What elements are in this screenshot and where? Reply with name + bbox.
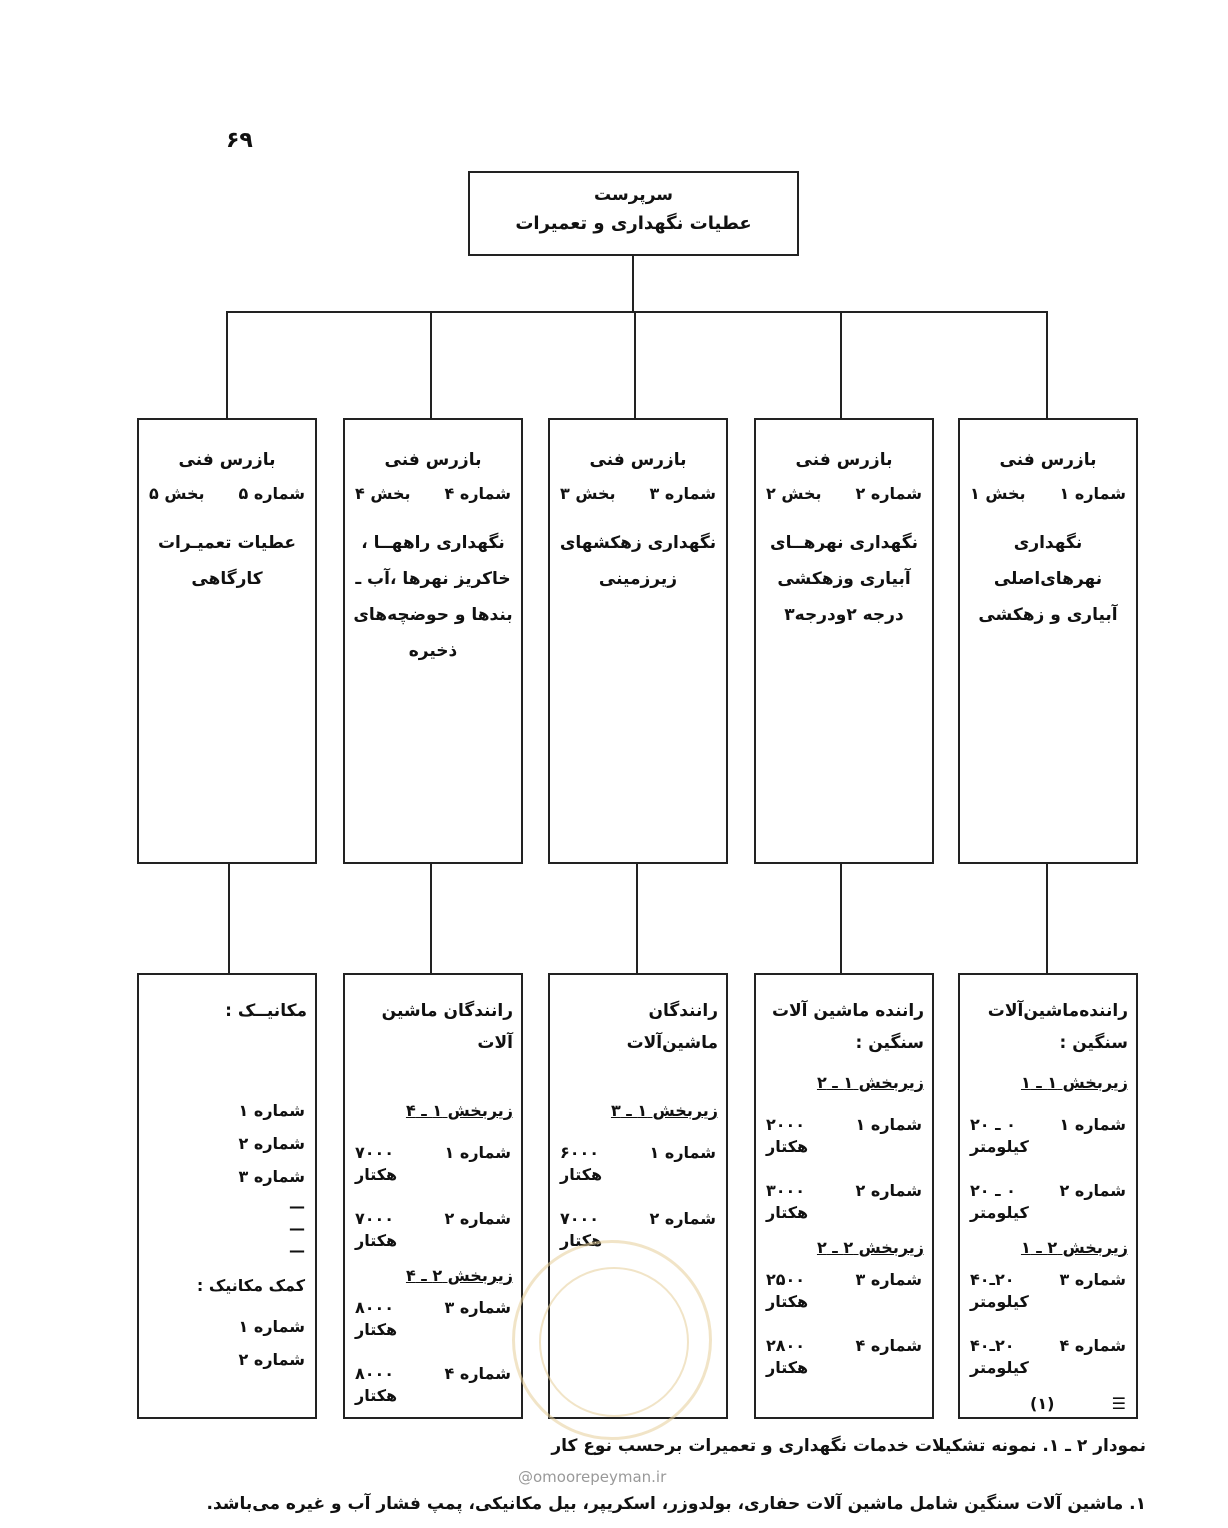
staff-item: شماره ۲ — [238, 1350, 305, 1369]
staff-heading-2: سنگین : — [855, 1033, 924, 1053]
connector-top-vertical — [632, 256, 634, 312]
subsection-label: زیربخش ۲ ـ ۱ — [1020, 1238, 1128, 1257]
connector-col1 — [226, 311, 228, 419]
item-value: ۰ ـ ۲۰ — [970, 1181, 1016, 1200]
staff-item: شماره ۲ — [238, 1134, 305, 1153]
footnote-marker: (۱) — [1030, 1394, 1055, 1413]
staff-heading: رانندگان ماشین آلات — [381, 1001, 513, 1053]
item-unit: کیلومتر — [970, 1203, 1029, 1222]
item-unit: هکتار — [560, 1231, 603, 1250]
item-value: ۳۰۰۰ — [766, 1181, 806, 1200]
inspector-desc-line: عطیات تعمیـرات — [157, 533, 297, 553]
figure-caption: نمودار ۲ ـ ۱. نمونه تشکیلات خدمات نگهداری و تعمیرات برحسب نوع کار — [551, 1436, 1146, 1456]
item-number: شماره ۱ — [855, 1115, 922, 1134]
item-unit: کیلومتر — [970, 1358, 1029, 1377]
connector-horizontal — [226, 311, 1048, 313]
item-unit: هکتار — [355, 1320, 398, 1339]
inspector-desc-line: ذخیره — [408, 641, 458, 661]
item-number: شماره ۲ — [649, 1209, 716, 1228]
inspector-box-1 — [958, 418, 1138, 864]
supervisor-subtitle: عطیات نگهداری و تعمیرات — [515, 213, 752, 234]
item-value: ۲۰۰۰ — [766, 1115, 806, 1134]
watermark-text: @omoorepeyman.ir — [518, 1468, 667, 1486]
inspector-number: شماره ۳ — [649, 484, 716, 503]
item-value: ۸۰۰۰ — [355, 1364, 395, 1383]
item-value: ۷۰۰۰ — [355, 1143, 395, 1162]
staff-item: شماره ۳ — [238, 1167, 305, 1186]
item-value: ۶۰۰۰ — [560, 1143, 600, 1162]
staff-heading: راننده‌ماشین‌آلات — [987, 1001, 1128, 1021]
item-number: شماره ۴ — [1059, 1336, 1126, 1355]
item-unit: کیلومتر — [970, 1137, 1029, 1156]
inspector-box-4 — [343, 418, 523, 864]
item-number: شماره ۱ — [649, 1143, 716, 1162]
item-number: شماره ۳ — [855, 1270, 922, 1289]
inspector-desc-line: آبیاری و زهکشی — [978, 605, 1118, 625]
subsection-label: زیربخش ۲ ـ ۴ — [405, 1266, 513, 1285]
supervisor-box — [468, 171, 799, 256]
staff-dash: — — [289, 1241, 305, 1260]
connector-col3 — [634, 311, 636, 419]
inspector-section: بخش ۵ — [149, 484, 205, 503]
staff-heading: راننده ماشین آلات — [771, 1001, 924, 1021]
staff-dash: — — [289, 1197, 305, 1216]
staff-item: شماره ۱ — [238, 1101, 305, 1120]
connector-lower-col5 — [1046, 864, 1048, 974]
inspector-box-3 — [548, 418, 728, 864]
item-number: شماره ۱ — [1059, 1115, 1126, 1134]
subsection-label: زیربخش ۱ ـ ۳ — [610, 1101, 718, 1120]
item-number: شماره ۲ — [444, 1209, 511, 1228]
inspector-label: بازرس فنی — [384, 450, 482, 470]
item-value: ۲۰ـ۴۰ — [970, 1270, 1015, 1289]
watermark-seal-icon — [512, 1240, 712, 1440]
inspector-desc-line: درجه ۲ودرجه۳ — [784, 605, 904, 625]
item-number: شماره ۲ — [855, 1181, 922, 1200]
inspector-desc-line: زیرزمینی — [598, 569, 678, 589]
item-unit: هکتار — [355, 1231, 398, 1250]
item-unit: هکتار — [355, 1165, 398, 1184]
item-value: ۲۸۰۰ — [766, 1336, 806, 1355]
item-unit: کیلومتر — [970, 1292, 1029, 1311]
inspector-box-2 — [754, 418, 934, 864]
inspector-number: شماره ۵ — [238, 484, 305, 503]
staff-heading: مکانیــک : — [225, 1001, 307, 1021]
item-value: ۲۰ـ۴۰ — [970, 1336, 1015, 1355]
item-value: ۷۰۰۰ — [355, 1209, 395, 1228]
subsection-label: زیربخش ۱ ـ ۲ — [816, 1073, 924, 1092]
item-unit: هکتار — [560, 1165, 603, 1184]
inspector-label: بازرس فنی — [178, 450, 276, 470]
staff-box-5 — [137, 973, 317, 1419]
inspector-desc-line: کارگاهی — [191, 569, 263, 589]
inspector-desc-line: نگهداری نهرهای‌اصلی — [993, 533, 1103, 589]
staff-box-4 — [343, 973, 523, 1419]
connector-col4 — [840, 311, 842, 419]
subsection-label: زیربخش ۲ ـ ۲ — [816, 1238, 924, 1257]
item-unit: هکتار — [355, 1386, 398, 1405]
inspector-section: بخش ۲ — [766, 484, 822, 503]
connector-col5 — [1046, 311, 1048, 419]
equals-icon: ☰ — [1111, 1394, 1126, 1413]
inspector-desc-line: نگهداری راههــا ، — [361, 533, 505, 553]
inspector-section: بخش ۴ — [355, 484, 411, 503]
item-number: شماره ۱ — [444, 1143, 511, 1162]
item-number: شماره ۴ — [855, 1336, 922, 1355]
footnote: ۱. ماشین آلات سنگین شامل ماشین آلات حفاری، بولدوزر، اسکریپر، بیل مکانیکی، پمپ فشار آب و غیره می‌باشد. — [206, 1494, 1146, 1514]
page-number: ۶۹ — [226, 128, 253, 153]
inspector-label: بازرس فنی — [589, 450, 687, 470]
inspector-desc-line: آبیاری وزهکشی — [777, 569, 911, 589]
inspector-desc-line: نگهداری زهکشهای — [559, 533, 717, 553]
item-number: شماره ۳ — [444, 1298, 511, 1317]
item-number: شماره ۳ — [1059, 1270, 1126, 1289]
item-unit: هکتار — [766, 1292, 809, 1311]
subsection-label: زیربخش ۱ ـ ۴ — [405, 1101, 513, 1120]
item-value: ۸۰۰۰ — [355, 1298, 395, 1317]
item-number: شماره ۴ — [444, 1364, 511, 1383]
connector-col2 — [430, 311, 432, 419]
inspector-number: شماره ۱ — [1059, 484, 1126, 503]
inspector-label: بازرس فنی — [999, 450, 1097, 470]
inspector-section: بخش ۳ — [560, 484, 616, 503]
inspector-desc-line: بندها و حوضچه‌های — [353, 605, 513, 625]
item-unit: هکتار — [766, 1203, 809, 1222]
staff-box-1 — [958, 973, 1138, 1419]
staff-heading-assistant: کمک مکانیک : — [196, 1276, 305, 1295]
inspector-desc-line: نگهداری نهرهــای — [770, 533, 918, 553]
item-unit: هکتار — [766, 1358, 809, 1377]
inspector-label: بازرس فنی — [795, 450, 893, 470]
item-unit: هکتار — [766, 1137, 809, 1156]
connector-lower-col2 — [430, 864, 432, 974]
inspector-number: شماره ۲ — [855, 484, 922, 503]
item-value: ۰ ـ ۲۰ — [970, 1115, 1016, 1134]
item-value: ۷۰۰۰ — [560, 1209, 600, 1228]
staff-dash: — — [289, 1219, 305, 1238]
staff-box-2 — [754, 973, 934, 1419]
connector-lower-col3 — [636, 864, 638, 974]
connector-lower-col1 — [228, 864, 230, 974]
item-number: شماره ۲ — [1059, 1181, 1126, 1200]
subsection-label: زیربخش ۱ ـ ۱ — [1020, 1073, 1128, 1092]
inspector-section: بخش ۱ — [970, 484, 1026, 503]
connector-lower-col4 — [840, 864, 842, 974]
inspector-box-5 — [137, 418, 317, 864]
inspector-number: شماره ۴ — [444, 484, 511, 503]
supervisor-title: سرپرست — [594, 185, 673, 205]
inspector-desc-line: خاکریز نهرها ،آب ـ — [355, 569, 511, 589]
staff-heading: رانندگان ماشین‌آلات — [626, 1001, 718, 1053]
item-value: ۲۵۰۰ — [766, 1270, 806, 1289]
staff-item: شماره ۱ — [238, 1317, 305, 1336]
staff-heading-2: سنگین : — [1059, 1033, 1128, 1053]
